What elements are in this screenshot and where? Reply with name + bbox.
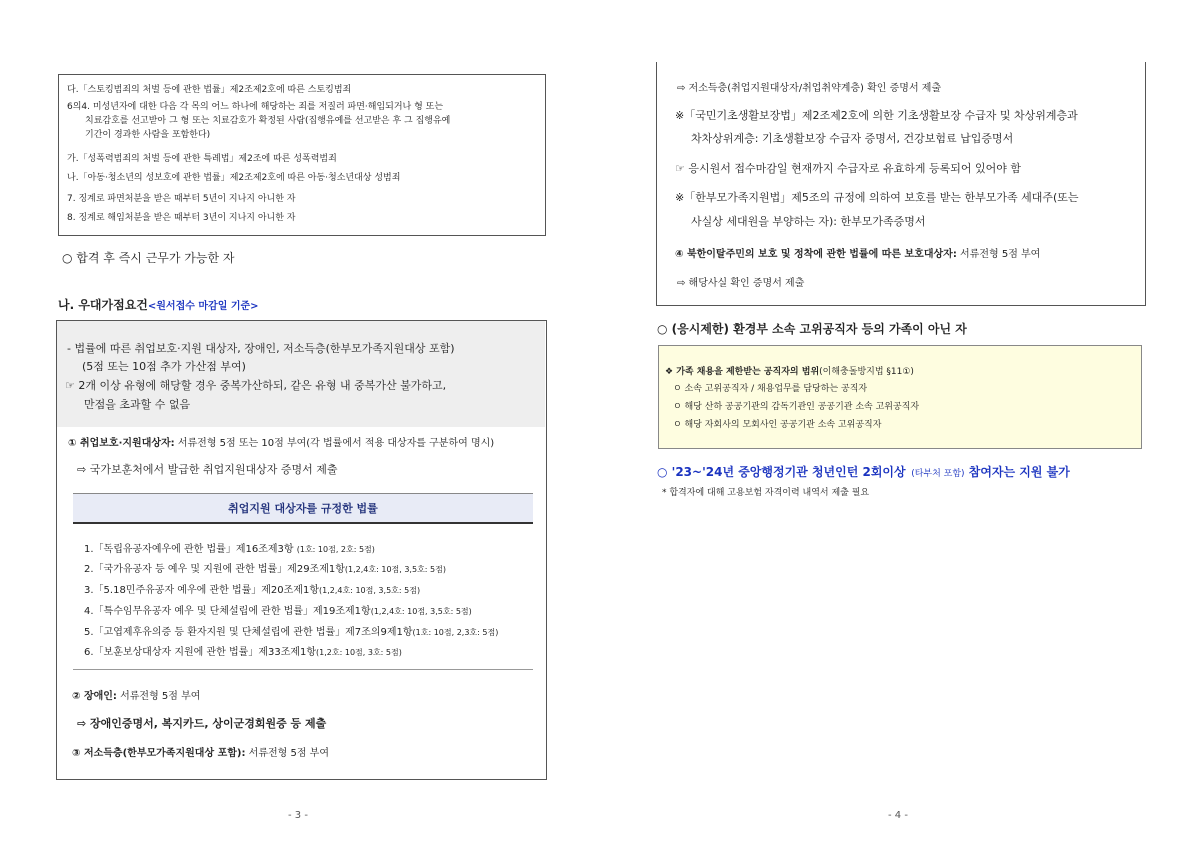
- item3-head: ③ 저소득층(한부모가족지원대상 포함):: [72, 748, 246, 759]
- law-row-6: 6.「보훈보상대상자 지원에 관한 법률」제33조제1항(1,2호: 10점, 3호: 5점): [84, 647, 402, 658]
- item1-proof: ⇨ 국가보훈처에서 발급한 취업지원대상자 증명서 제출: [77, 463, 338, 476]
- intro-line-4: 만점을 초과할 수 없음: [84, 398, 191, 411]
- section-title: 나. 우대가점요건: [58, 298, 148, 312]
- family-restriction-box: [658, 345, 1142, 449]
- clause-ga: 가.「성폭력범죄의 처벌 등에 관한 특례법」제2조에 따른 성폭력범죄: [67, 154, 337, 164]
- item4-proof: ⇨ 해당사실 확인 증명서 제출: [677, 278, 805, 289]
- item2-text: 서류전형 5점 부여: [116, 691, 201, 702]
- item2-proof: ⇨ 장애인증명서, 복지카드, 상이군경회원증 등 제출: [77, 717, 327, 730]
- clause-6-4: 6의4. 미성년자에 대한 다음 각 목의 어느 하나에 해당하는 죄를 저질러 파면·해임되거나 형 또는: [67, 102, 444, 112]
- basic-livelihood-note: ※「국민기초생활보장법」제2조제2호에 의한 기초생활보장 수급자 및 차상위계층과: [675, 109, 1078, 122]
- law-row-5: 5.「고엽제후유의증 등 환자지원 및 단체설립에 관한 법률」제7조의9제1항(1호: 10점, 2,3호: 5점): [84, 627, 499, 638]
- basic-livelihood-cont: 차차상위계층: 기초생활보장 수급자 증명서, 건강보험료 납입증명서: [691, 132, 1014, 145]
- single-parent-cont: 사실상 세대원을 부양하는 자): 한부모가족증명서: [691, 215, 926, 228]
- law-row-1: 1.「독립유공자예우에 관한 법률」제16조제3항 (1호: 10점, 2호: 5점): [84, 544, 375, 555]
- clause-7: 7. 징계로 파면처분을 받은 때부터 5년이 지나지 아니한 자: [67, 194, 296, 204]
- family-restriction-item-3: ㅇ 해당 자회사의 모회사인 공공기관 소속 고위공직자: [673, 420, 882, 430]
- intro-line-2: (5점 또는 10점 추가 가산점 부여): [82, 360, 246, 373]
- intro-line-3: ☞ 2개 이상 유형에 해당할 경우 중복가산하되, 같은 유형 내 중복가산 불가하고,: [65, 379, 447, 392]
- family-restriction-item-2: ㅇ 해당 산하 공공기관의 감독기관인 공공기관 소속 고위공직자: [673, 402, 920, 412]
- page-number-right: - 4 -: [888, 810, 908, 821]
- item4-row: [675, 245, 1040, 260]
- item4-text: 서류전형 5점 부여: [956, 249, 1041, 260]
- item1-head: ① 취업보호·지원대상자:: [68, 438, 175, 449]
- item2-row: [72, 687, 200, 702]
- family-restriction-head: ❖ 가족 채용을 제한받는 공직자의 범위: [665, 367, 820, 377]
- insurance-note: * 합격자에 대해 고용보험 자격이력 내역서 제출 필요: [662, 488, 870, 498]
- clause-6-4-cont2: 기간이 경과한 사람을 포함한다): [85, 130, 211, 140]
- family-restriction-item-1: ㅇ 소속 고위공직자 / 채용업무를 담당하는 공직자: [673, 384, 868, 394]
- disqualification-box: [58, 74, 546, 236]
- item4-head: ④ 북한이탈주민의 보호 및 정착에 관한 법률에 따른 보호대상자:: [675, 249, 957, 260]
- clause-8: 8. 징계로 해임처분을 받은 때부터 3년이 지나지 아니한 자: [67, 213, 296, 223]
- low-income-proof: ⇨ 저소득층(취업지원대상자/취업취약계층) 확인 증명서 제출: [677, 83, 942, 94]
- restriction-title: ○ (응시제한) 환경부 소속 고위공직자 등의 가족이 아닌 자: [657, 322, 967, 336]
- item1-text: 서류전형 5점 또는 10점 부여(각 법률에서 적용 대상자를 구분하여 명시): [174, 438, 495, 449]
- clause-da: 다.「스토킹범죄의 처벌 등에 관한 법률」제2조제2호에 따른 스토킹범죄: [67, 85, 352, 95]
- law-row-4: 4.「특수임무유공자 예우 및 단체설립에 관한 법률」제19조제1항(1,2,4호: 10점, 3,5호: 5점): [84, 606, 472, 617]
- intern-restriction-tail: 참여자는 지원 불가: [964, 465, 1070, 479]
- item1-row: [68, 434, 494, 449]
- low-income-box: [656, 62, 1146, 306]
- family-restriction-head-row: [665, 364, 914, 377]
- available-immediately: ○ 합격 후 즉시 근무가 가능한 자: [62, 251, 235, 265]
- clause-na: 나.「아동·청소년의 성보호에 관한 법률」제2조제2호에 따른 아동·청소년대상 성범죄: [67, 173, 401, 183]
- section-note: <원서접수 마감일 기준>: [147, 301, 259, 312]
- item3-row: [72, 744, 329, 759]
- item3-text: 서류전형 5점 부여: [245, 748, 330, 759]
- registration-note: ☞ 응시원서 접수마감일 현재까지 수급자로 유효하게 등록되어 있어야 함: [675, 162, 1021, 175]
- section-title-row: [58, 294, 259, 313]
- family-restriction-law: (이해충돌방지법 §11①): [819, 367, 914, 377]
- preference-box: [56, 320, 547, 780]
- single-parent-note: ※「한부모가족지원법」제5조의 규정에 의하여 보호를 받는 한부모가족 세대주(또는: [675, 191, 1079, 204]
- intern-restriction-note: (타부처 포함): [911, 469, 965, 479]
- intro-line-1: - 법률에 따른 취업보호·지원 대상자, 장애인, 저소득층(한부모가족지원대상 포함): [67, 342, 455, 355]
- law-row-2: 2.「국가유공자 등 예우 및 지원에 관한 법률」제29조제1항(1,2,4호: 10점, 3,5호: 5점): [84, 564, 446, 575]
- law-table-header: [73, 493, 533, 524]
- clause-6-4-cont1: 치료감호를 선고받아 그 형 또는 치료감호가 확정된 사람(집행유예를 선고받은 후 그 집행유예: [85, 116, 451, 126]
- law-table-bottom-rule: [73, 669, 533, 670]
- page-number-left: - 3 -: [288, 810, 308, 821]
- item2-head: ② 장애인:: [72, 691, 117, 702]
- intern-restriction-main: ○ '23~'24년 중앙행정기관 청년인턴 2회이상: [657, 465, 906, 479]
- law-row-3: 3.「5.18민주유공자 예우에 관한 법률」제20조제1항(1,2,4호: 10점, 3,5호: 5점): [84, 585, 421, 596]
- intern-restriction: [657, 461, 1070, 480]
- law-table-title: 취업지원 대상자를 규정한 법률: [228, 502, 378, 515]
